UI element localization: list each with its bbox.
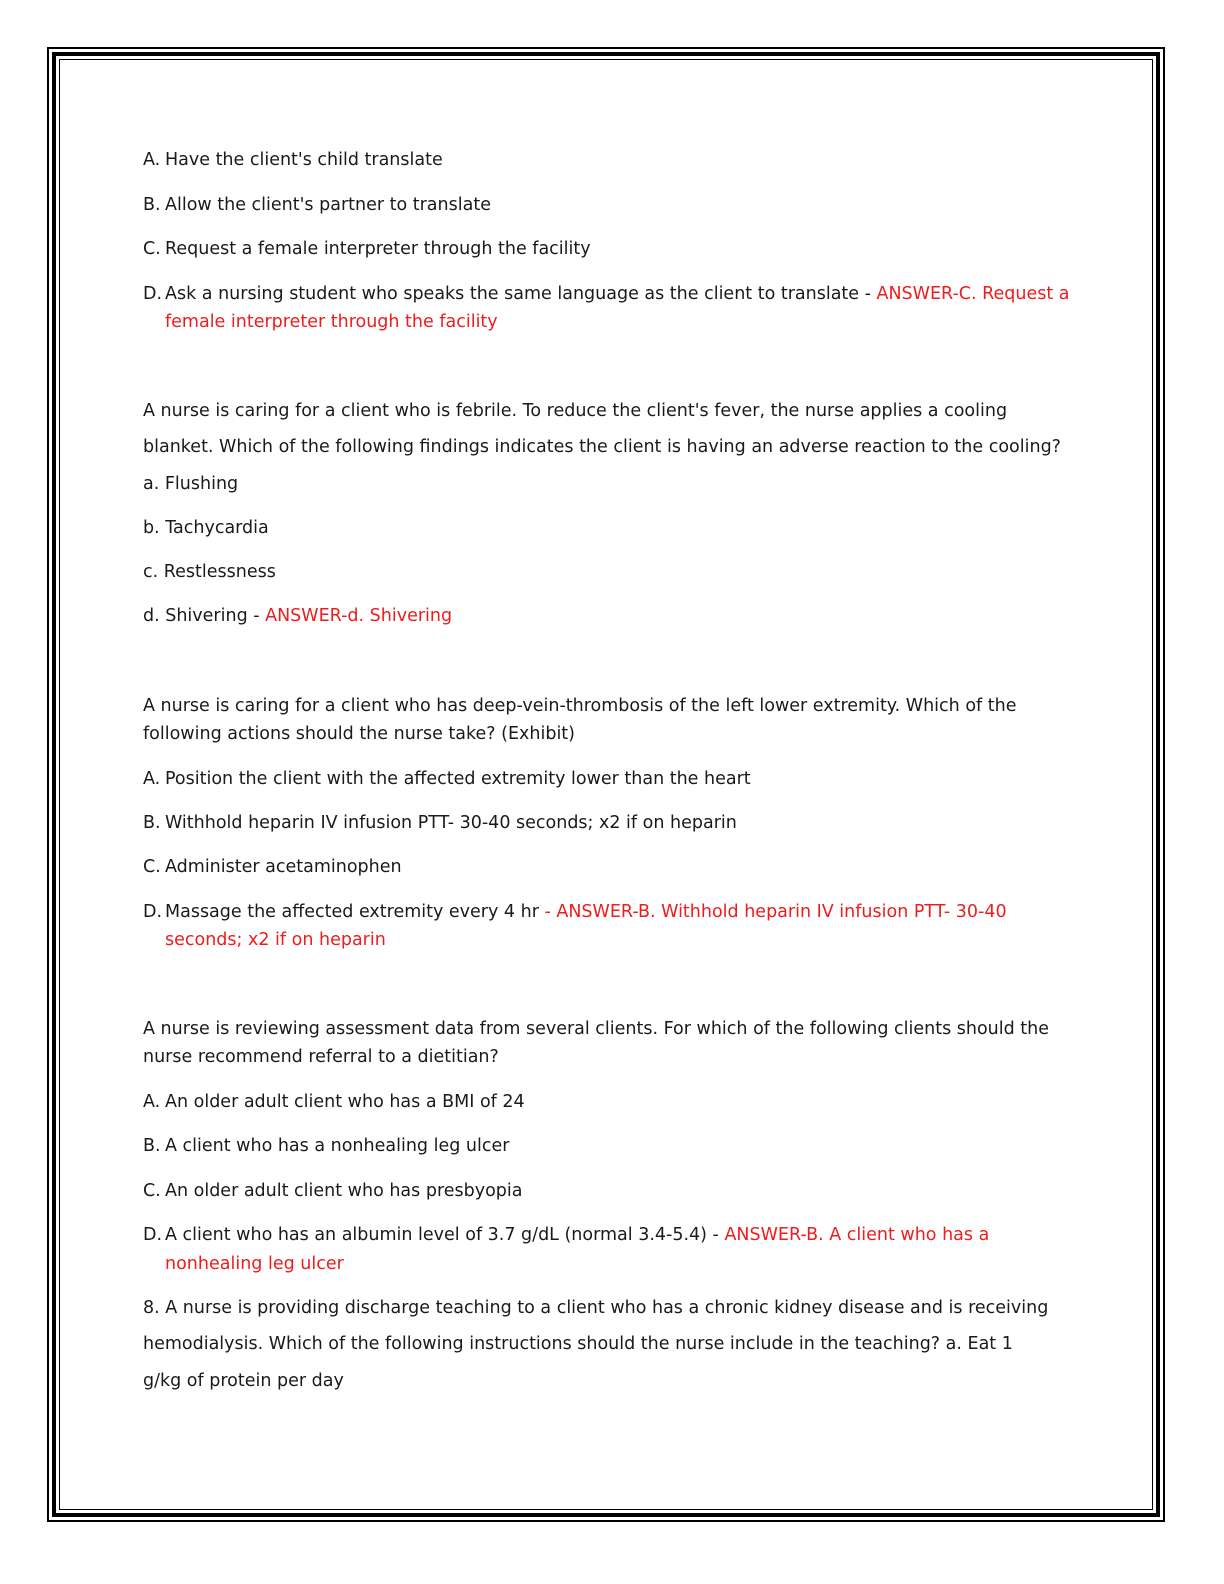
q4-option-c: C. An older adult client who has presbyopia	[143, 1181, 523, 1201]
q4-answer: ANSWER-B. A client who has a	[724, 1225, 990, 1245]
q2-answer: ANSWER-d. Shivering	[265, 606, 453, 626]
q1-option-d: D. Ask a nursing student who speaks the same language as the client to translate - ANSWER-C. Request a	[143, 284, 1070, 304]
q3-stem-line-1: A nurse is caring for a client who has deep-vein-thrombosis of the left lower extremity. Which of the	[143, 696, 1017, 716]
q1-answer: ANSWER-C. Request a	[876, 284, 1070, 304]
q2-stem-line-2: blanket. Which of the following findings indicates the client is having an adverse reaction to the cooling?	[143, 437, 1061, 457]
q3-option-b: B. Withhold heparin IV infusion PTT- 30-40 seconds; x2 if on heparin	[143, 813, 737, 833]
q1-answer-continued: female interpreter through the facility	[165, 312, 498, 332]
q2-option-c: c. Restlessness	[143, 562, 276, 582]
q3-stem-line-2: following actions should the nurse take? (Exhibit)	[143, 724, 575, 744]
q2-stem-line-1: A nurse is caring for a client who is febrile. To reduce the client's fever, the nurse applies a cooling	[143, 401, 1008, 421]
q2-option-b: b. Tachycardia	[143, 518, 269, 538]
q3-option-c: C. Administer acetaminophen	[143, 857, 402, 877]
q5-line-3: g/kg of protein per day	[143, 1371, 344, 1391]
q5-line-2: hemodialysis. Which of the following instructions should the nurse include in the teaching? a. Eat 1	[143, 1334, 1013, 1354]
q1-option-a: A. Have the client's child translate	[143, 150, 443, 170]
q4-answer-continued: nonhealing leg ulcer	[165, 1254, 344, 1274]
q3-answer-continued: seconds; x2 if on heparin	[165, 930, 386, 950]
q4-stem-line-1: A nurse is reviewing assessment data from several clients. For which of the following clients should the	[143, 1019, 1050, 1039]
q4-option-b: B. A client who has a nonhealing leg ulcer	[143, 1136, 510, 1156]
q3-answer: - ANSWER-B. Withhold heparin IV infusion PTT- 30-40	[544, 902, 1007, 922]
q2-option-d: d. Shivering - ANSWER-d. Shivering	[143, 606, 453, 626]
q3-option-a: A. Position the client with the affected extremity lower than the heart	[143, 769, 751, 789]
q5-line-1: 8. A nurse is providing discharge teaching to a client who has a chronic kidney disease and is receiving	[143, 1298, 1049, 1318]
q3-option-d: D. Massage the affected extremity every 4 hr - ANSWER-B. Withhold heparin IV infusion PTT- 30-40	[143, 902, 1007, 922]
q4-option-a: A. An older adult client who has a BMI of 24	[143, 1092, 525, 1112]
q4-stem-line-2: nurse recommend referral to a dietitian?	[143, 1047, 499, 1067]
q1-option-c: C. Request a female interpreter through the facility	[143, 239, 591, 259]
q1-option-b: B. Allow the client's partner to translate	[143, 195, 491, 215]
q4-option-d: D. A client who has an albumin level of 3.7 g/dL (normal 3.4-5.4) - ANSWER-B. A client who has a	[143, 1225, 990, 1245]
q2-option-a: a. Flushing	[143, 474, 239, 494]
